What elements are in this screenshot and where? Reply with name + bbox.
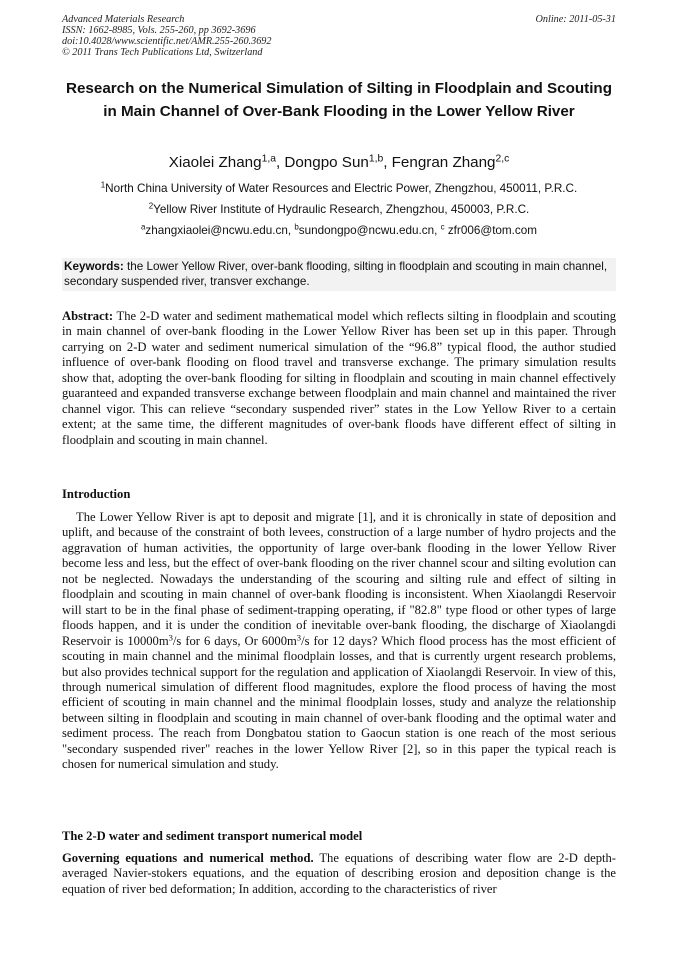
intro-text: The Lower Yellow River is apt to deposit and migrate [1], and it is chronically in state of deposition and uplift, and because of the constraint of both levees, construction of a large number of hydro projects and the aggravation of human activities, the opportunity of large over-bank flooding in the lower Yellow River become less and less, but the effect of over-bank flooding on the river channel scour and silting evolution can not be neglected. Nowadays the understanding of the scouring and silting rule and effect of silting in floodplain and scouting in main channel of over-bank flooding is inconsistent. When Xiaolangdi Reservoir will start to be in the final phase of sediment-trapping operating, if "82.8" type flood or other types of large floods happen, and it is under the condition of inevitable over-bank flooding, the discharge of Xiaolangdi Reservoir is 10000m: [62, 510, 616, 648]
journal-copyright: © 2011 Trans Tech Publications Ltd, Switzerland: [62, 47, 263, 58]
abstract-text: The 2-D water and sediment mathematical model which reflects silting in floodplain and scouting in main channel of over-bank flooding in the Lower Yellow River has been set up in this paper. Through carrying on 2-D water and sediment numerical simulation of the “96.8” typical flood, the author studied influence of over-bank flooding on flood travel and transverse exchange. The primary simulation results show that, adopting the over-bank flooding for silting in floodplain and scouting in main channel effectively guaranteed and expanded transverse exchange between floodplain and main channel and maintained the river channel vigor. This can relieve “secondary suspended river” states in the Low Yellow River to a certain extent; at the same time, the different magnitudes of over-bank floods have different effect of silting in floodplain and scouting in main channel.: [62, 309, 616, 447]
author-sep: ,: [383, 154, 392, 171]
introduction-paragraph: [62, 510, 616, 773]
paper-title: Research on the Numerical Simulation of Silting in Floodplain and Scouting in Main Channel of Over-Bank Flooding in the Lower Yellow River: [66, 80, 612, 120]
author-list: [62, 153, 616, 173]
author-sep: ,: [275, 154, 285, 171]
email-sup: b: [294, 222, 299, 232]
email-sup: a: [140, 222, 146, 232]
author-name: Xiaolei Zhang: [168, 154, 262, 171]
intro-text: /s for 6 days, Or 6000m: [172, 633, 297, 648]
intro-superscript: 3: [296, 631, 302, 642]
journal-header: [62, 14, 616, 58]
journal-name: Advanced Materials Research: [62, 14, 185, 25]
email-sup: c: [440, 222, 445, 232]
affiliation-sup: 2: [148, 201, 154, 211]
abstract-label: Abstract:: [62, 309, 114, 323]
subsection-heading: Governing equations and numerical method.: [62, 851, 314, 865]
introduction-heading: Introduction: [62, 487, 131, 501]
abstract-paragraph: [62, 309, 616, 448]
affiliation-sup: 1: [100, 180, 106, 190]
section-heading: The 2-D water and sediment transport numerical model: [62, 829, 363, 843]
email-list: [62, 224, 616, 238]
affiliation-text: Yellow River Institute of Hydraulic Research, Zhengzhou, 450003, P.R.C.: [153, 203, 530, 216]
author-name: Fengran Zhang: [391, 154, 496, 171]
journal-issn: ISSN: 1662-8985, Vols. 255-260, pp 3692-3696: [62, 25, 256, 36]
author-sup: 1,b: [368, 153, 384, 165]
email-link[interactable]: zfr006@tom.com: [444, 224, 537, 237]
author-name: Dongpo Sun: [284, 154, 369, 171]
author-sup: 2,c: [495, 153, 510, 165]
keywords-label: Keywords:: [64, 260, 124, 273]
online-date: Online: 2011-05-31: [535, 14, 616, 25]
affiliation-1: [62, 182, 616, 196]
section-paragraph: [62, 851, 616, 897]
section-text: The equations of describing water flow are 2-D depth-averaged Navier-stokers equations, and the equation of describing erosion and deposition change is the equation of river bed deformation; In addition, according to the characteristics of river: [62, 851, 616, 896]
email-link[interactable]: zhangxiaolei@ncwu.edu.cn,: [145, 224, 295, 237]
affiliation-2: [62, 203, 616, 217]
author-sup: 1,a: [261, 153, 276, 165]
journal-doi: doi:10.4028/www.scientific.net/AMR.255-260.3692: [62, 36, 272, 47]
affiliation-text: North China University of Water Resources and Electric Power, Zhengzhou, 450011, P.R.C.: [105, 182, 578, 195]
keywords-text: the Lower Yellow River, over-bank flooding, silting in floodplain and scouting in main channel, secondary suspended river, transver exchange.: [64, 260, 608, 288]
keywords-block: [62, 258, 616, 291]
email-link[interactable]: sundongpo@ncwu.edu.cn,: [298, 224, 441, 237]
intro-text: /s for 12 days? Which flood process has the most efficient of scouting in main channel and the minimal floodplain losses, and that is currently urgent research problems, but also provides technical support for the regulation and application of Xiaolangdi Reservoir. In view of this, through numerical simulation of different flood magnitudes, explore the flood process of having the most efficient of scouting in main channel and the minimal floodplain losses, study and analyze the relationship between silting in floodplain and scouting in main channel of over-bank flooding and the optimal water and sediment process. The reach from Dongbatou station to Gaocun station is one reach of the most serious "secondary suspended river" reaches in the lower Yellow River [2], so in this paper the typical reach is chosen for numerical simulation and study.: [62, 633, 616, 772]
intro-superscript: 3: [168, 631, 173, 642]
